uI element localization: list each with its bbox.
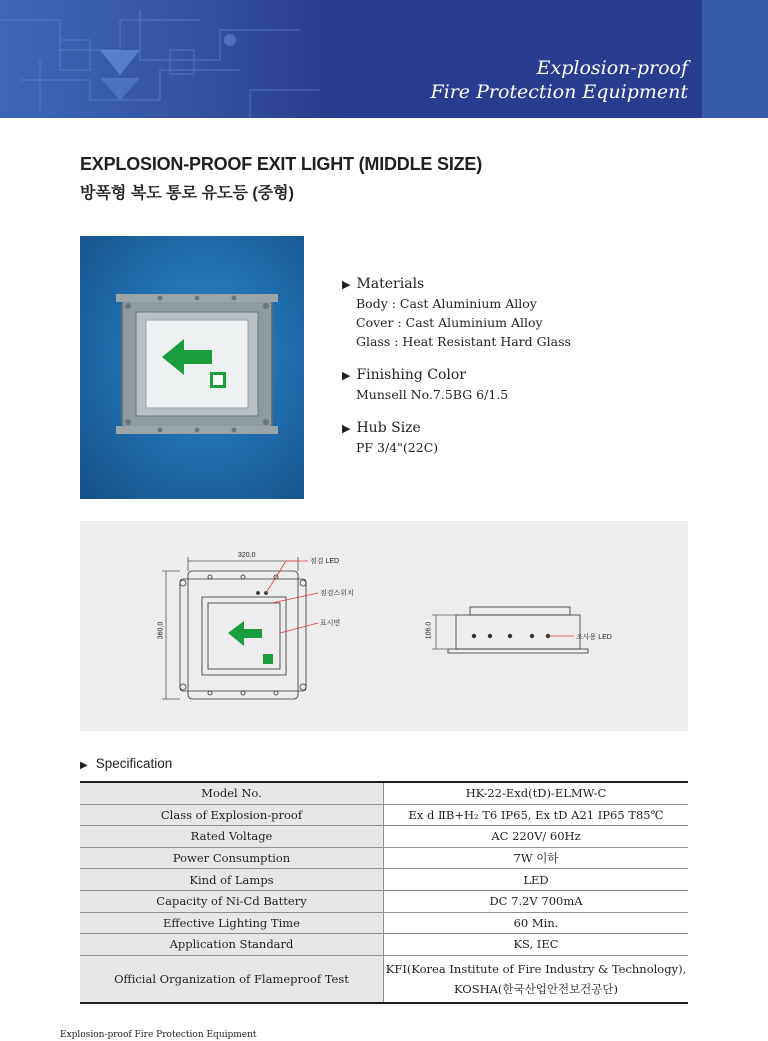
banner-title-line2: Fire Protection Equipment <box>430 81 688 103</box>
feature-heading: ▶ Materials <box>342 276 425 292</box>
drawing-svg <box>80 521 688 731</box>
callout-display-face: 표시면 <box>320 620 341 627</box>
spec-label: Rated Voltage <box>80 826 384 848</box>
feature-heading: ▶ Finishing Color <box>342 367 467 383</box>
spec-value: DC 7.2V 700mA <box>384 890 689 912</box>
banner-right-pattern <box>702 0 768 118</box>
spec-value: KS, IEC <box>384 934 689 956</box>
callout-illumination-led: 조사용 LED <box>576 634 612 641</box>
feature-line: PF 3/4"(22C) <box>356 440 439 455</box>
front-height-dimension: 360.0 <box>157 621 165 640</box>
spec-row <box>80 955 688 1003</box>
spec-value: LED <box>384 869 689 891</box>
circuit-pattern <box>0 0 330 118</box>
feature-materials <box>342 275 571 351</box>
spec-label: Model No. <box>80 782 384 804</box>
technical-drawing <box>80 521 688 731</box>
features-list <box>342 275 571 472</box>
triangle-bullet-icon: ▶ <box>342 369 351 382</box>
spec-row <box>80 804 688 826</box>
spec-table <box>80 781 688 1004</box>
spec-value: AC 220V/ 60Hz <box>384 826 689 848</box>
spec-value: 7W 이하 <box>384 847 689 869</box>
header-banner <box>0 0 768 118</box>
spec-value: Ex d ⅡB+H₂ T6 IP65, Ex tD A21 IP65 T85℃ <box>384 804 689 826</box>
spec-label: Official Organization of Flameproof Test <box>80 955 384 1003</box>
side-view <box>432 607 588 653</box>
triangle-bullet-icon: ▶ <box>342 278 351 291</box>
page-footer: Explosion-proof Fire Protection Equipment <box>60 1030 257 1040</box>
callout-check-led: 점검 LED <box>310 558 340 565</box>
callout-check-switch: 점검스위치 <box>320 590 354 597</box>
banner-title-line1: Explosion-proof <box>536 57 688 79</box>
feature-line: Body : Cast Aluminium Alloy <box>356 296 537 311</box>
banner-title <box>430 56 688 104</box>
front-width-dimension: 320.0 <box>238 552 256 559</box>
spec-value-line2: KOSHA(한국산업안전보건공단) <box>454 981 618 996</box>
product-subtitle: 방폭형 복도 통로 유도등 (중형) <box>80 185 294 202</box>
feature-line: Cover : Cast Aluminium Alloy <box>356 315 543 330</box>
feature-heading: ▶ Hub Size <box>342 420 421 436</box>
feature-finishing <box>342 366 571 404</box>
side-height-dimension: 106.0 <box>425 621 433 640</box>
product-photo <box>80 236 304 499</box>
feature-hub <box>342 419 571 457</box>
front-view <box>162 557 318 699</box>
product-title: EXPLOSION-PROOF EXIT LIGHT (MIDDLE SIZE) <box>80 154 483 174</box>
exit-light-illustration <box>80 236 304 499</box>
feature-line: Munsell No.7.5BG 6/1.5 <box>356 387 509 402</box>
spec-row <box>80 847 688 869</box>
spec-label: Application Standard <box>80 934 384 956</box>
spec-value: 60 Min. <box>384 912 689 934</box>
spec-label: Capacity of Ni-Cd Battery <box>80 890 384 912</box>
spec-row <box>80 912 688 934</box>
spec-row <box>80 826 688 848</box>
spec-heading: ▶ Specification <box>80 756 173 771</box>
spec-row <box>80 782 688 804</box>
spec-label: Power Consumption <box>80 847 384 869</box>
triangle-bullet-icon: ▶ <box>80 760 88 771</box>
spec-value: HK-22-Exd(tD)-ELMW-C <box>384 782 689 804</box>
spec-label: Class of Explosion-proof <box>80 804 384 826</box>
spec-row <box>80 869 688 891</box>
triangle-bullet-icon: ▶ <box>342 422 351 435</box>
spec-label: Kind of Lamps <box>80 869 384 891</box>
spec-value <box>384 955 689 1003</box>
spec-row <box>80 890 688 912</box>
spec-value-line1: KFI(Korea Institute of Fire Industry & Technology), <box>385 961 687 976</box>
spec-row <box>80 934 688 956</box>
circuit-graphic <box>0 0 330 118</box>
spec-label: Effective Lighting Time <box>80 912 384 934</box>
feature-line: Glass : Heat Resistant Hard Glass <box>356 334 571 349</box>
